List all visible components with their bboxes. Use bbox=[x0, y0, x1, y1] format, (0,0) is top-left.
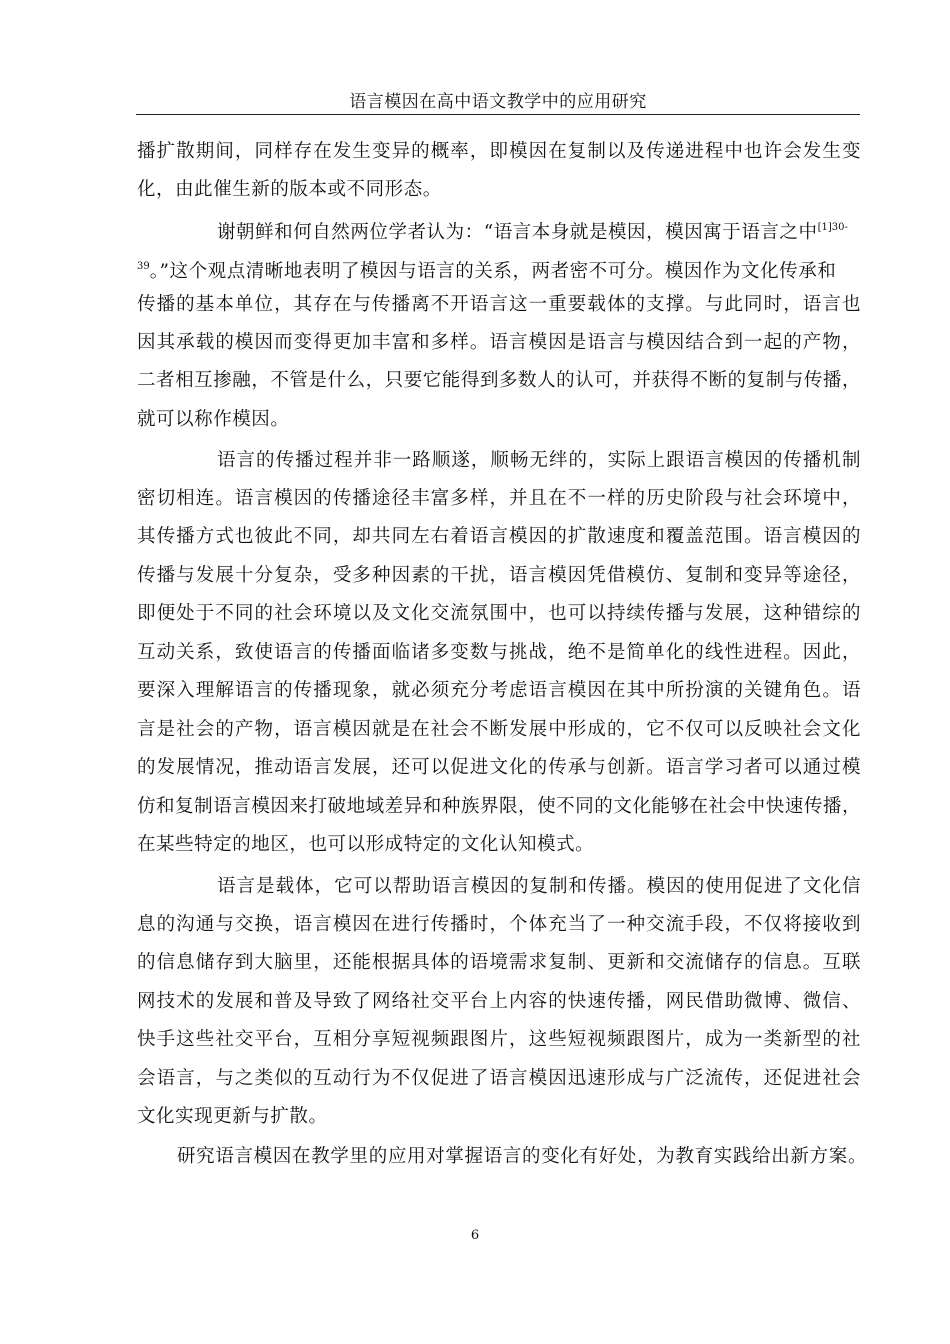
body-line: 要深入理解语言的传播现象，就必须充分考虑语言模因在其中所扮演的关键角色。语 bbox=[137, 680, 861, 701]
body-line bbox=[137, 255, 861, 284]
body-text: 谢朝鲜和何自然两位学者认为：“语言本身就是模因，模因寓于语言之中 bbox=[217, 222, 818, 243]
body-line: 息的沟通与交换，语言模因在进行传播时，个体充当了一种交流手段，不仅将接收到 bbox=[137, 914, 861, 935]
body-line: 语言的传播过程并非一路顺遂，顺畅无绊的，实际上跟语言模因的传播机制 bbox=[217, 450, 861, 471]
body-text: 。”这个观点清晰地表明了模因与语言的关系，两者密不可分。模因作为文化传承和 bbox=[149, 261, 837, 282]
body-line: 语言是载体，它可以帮助语言模因的复制和传播。模因的使用促进了文化信 bbox=[217, 876, 861, 897]
body-line: 因其承载的模因而变得更加丰富和多样。语言模因是语言与模因结合到一起的产物， bbox=[137, 332, 861, 353]
body-line: 研究语言模因在教学里的应用对掌握语言的变化有好处，为教育实践给出新方案。 bbox=[177, 1146, 867, 1167]
body-line: 快手这些社交平台，互相分享短视频跟图片，这些短视频跟图片，成为一类新型的社 bbox=[137, 1029, 861, 1050]
running-header: 语言模因在高中语文教学中的应用研究 bbox=[349, 92, 647, 112]
body-line: 在某些特定的地区，也可以形成特定的文化认知模式。 bbox=[137, 834, 595, 855]
body-line: 其传播方式也彼此不同，却共同左右着语言模因的扩散速度和覆盖范围。语言模因的 bbox=[137, 526, 861, 547]
body-line: 互动关系，致使语言的传播面临诸多变数与挑战，绝不是简单化的线性进程。因此， bbox=[137, 642, 861, 663]
body-line: 网技术的发展和普及导致了网络社交平台上内容的快速传播，网民借助微博、微信、 bbox=[137, 991, 861, 1012]
header-rule bbox=[136, 114, 860, 115]
body-line: 仿和复制语言模因来打破地域差异和种族界限，使不同的文化能够在社会中快速传播， bbox=[137, 796, 861, 817]
body-line: 传播与发展十分复杂，受多种因素的干扰，语言模因凭借模仿、复制和变异等途径， bbox=[137, 565, 861, 586]
page-number: 6 bbox=[470, 1228, 480, 1243]
body-line: 的发展情况，推动语言发展，还可以促进文化的传承与创新。语言学习者可以通过模 bbox=[137, 757, 861, 778]
body-line: 就可以称作模因。 bbox=[137, 409, 290, 430]
body-line: 二者相互掺融，不管是什么，只要它能得到多数人的认可，并获得不断的复制与传播， bbox=[137, 370, 861, 391]
body-line: 播扩散期间，同样存在发生变异的概率，即模因在复制以及传递进程中也许会发生变 bbox=[137, 141, 861, 162]
body-line: 即便处于不同的社会环境以及文化交流氛围中，也可以持续传播与发展，这种错综的 bbox=[137, 603, 861, 624]
body-line bbox=[217, 216, 861, 245]
body-line: 传播的基本单位，其存在与传播离不开语言这一重要载体的支撑。与此同时，语言也 bbox=[137, 294, 861, 315]
body-line: 言是社会的产物，语言模因就是在社会不断发展中形成的，它不仅可以反映社会文化 bbox=[137, 719, 861, 740]
body-line: 的信息储存到大脑里，还能根据具体的语境需求复制、更新和交流储存的信息。互联 bbox=[137, 952, 861, 973]
body-line: 化，由此催生新的版本或不同形态。 bbox=[137, 179, 442, 200]
body-line: 密切相连。语言模因的传播途径丰富多样，并且在不一样的历史阶段与社会环境中， bbox=[137, 488, 861, 509]
body-line: 会语言，与之类似的互动行为不仅促进了语言模因迅速形成与广泛流传，还促进社会 bbox=[137, 1068, 861, 1089]
citation-superscript: 39 bbox=[137, 261, 150, 272]
citation-superscript: [1]30- bbox=[817, 222, 848, 233]
body-line: 文化实现更新与扩散。 bbox=[137, 1106, 328, 1127]
